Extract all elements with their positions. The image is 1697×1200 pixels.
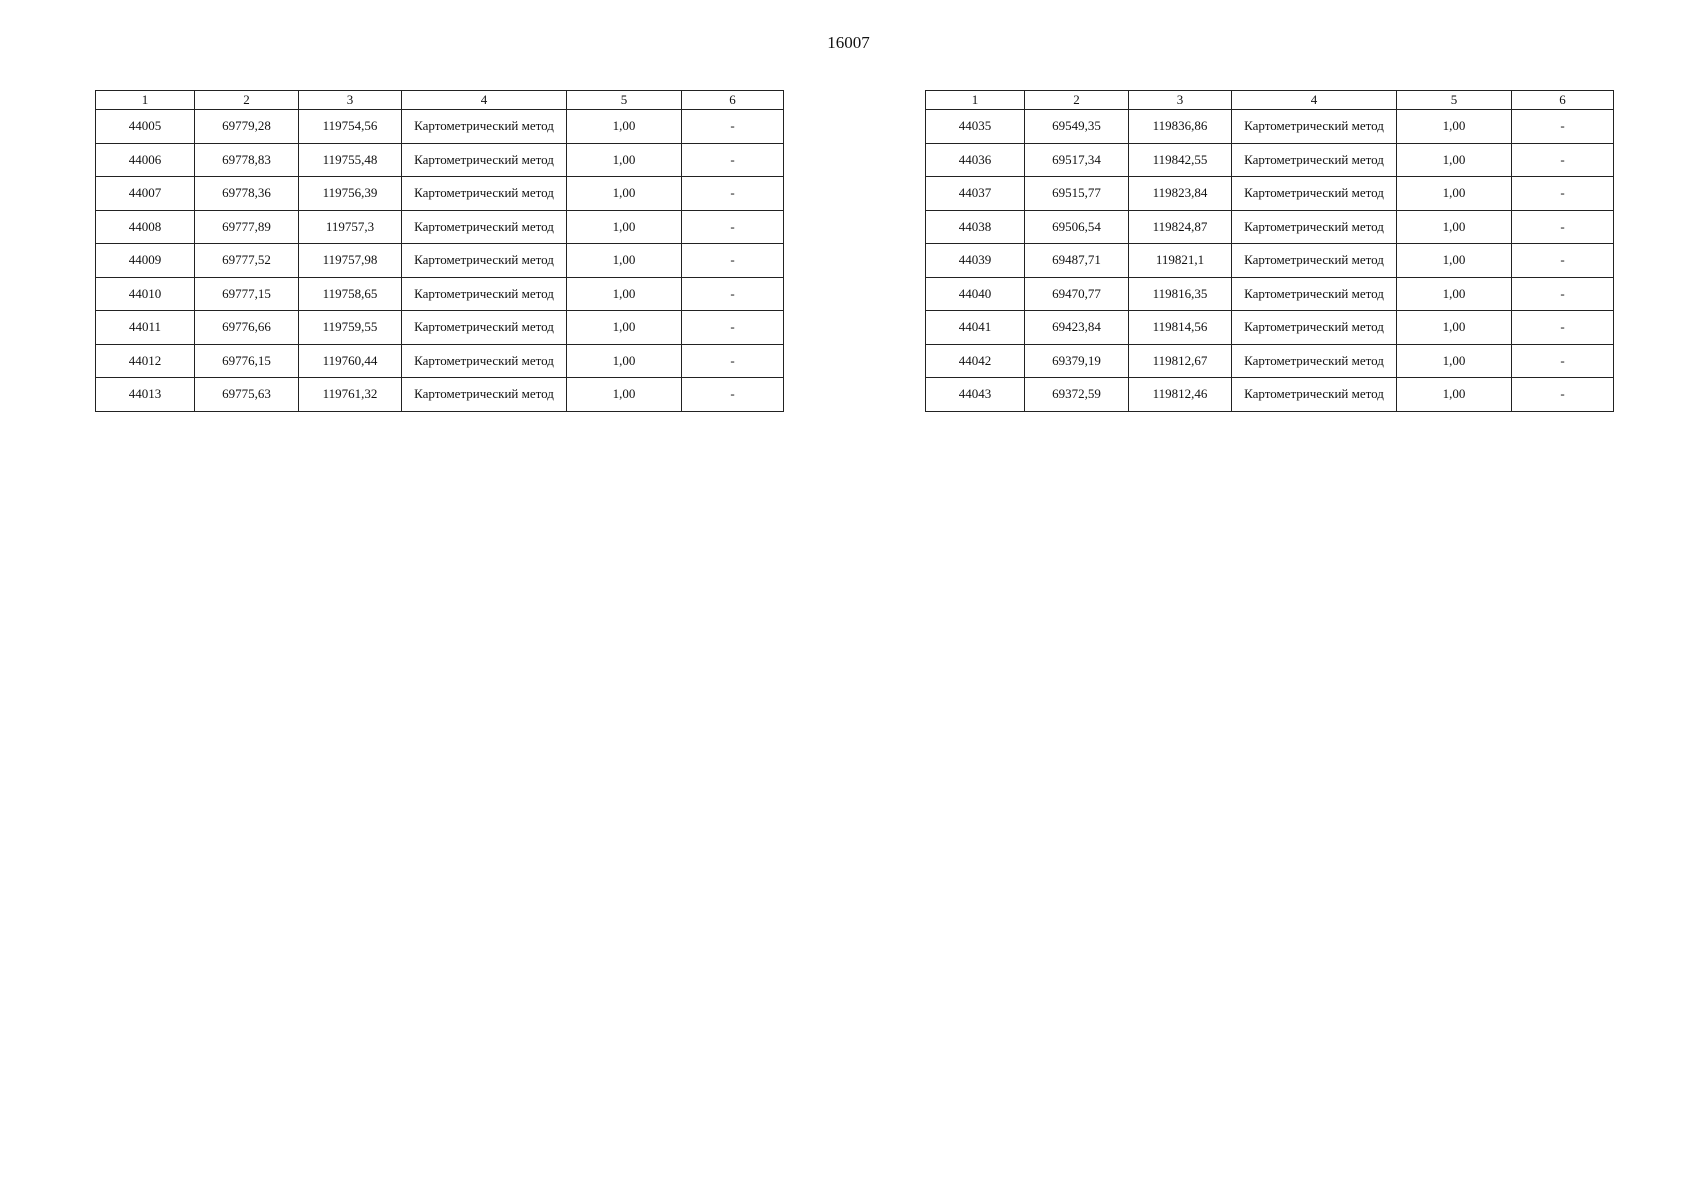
method-cell: Картометрический метод bbox=[402, 210, 567, 244]
coordinates-table-left bbox=[95, 90, 784, 412]
x-coordinate-cell: 69372,59 bbox=[1025, 378, 1129, 412]
method-cell: Картометрический метод bbox=[402, 244, 567, 278]
method-cell: Картометрический метод bbox=[1232, 244, 1397, 278]
table-header-row bbox=[926, 91, 1614, 110]
column-header: 5 bbox=[1397, 91, 1512, 110]
method-cell: Картометрический метод bbox=[1232, 143, 1397, 177]
table-row bbox=[926, 210, 1614, 244]
point-number-cell: 44009 bbox=[96, 244, 195, 278]
description-cell: - bbox=[1512, 344, 1614, 378]
point-number-cell: 44013 bbox=[96, 378, 195, 412]
x-coordinate-cell: 69487,71 bbox=[1025, 244, 1129, 278]
table-body bbox=[926, 110, 1614, 412]
x-coordinate-cell: 69777,89 bbox=[195, 210, 299, 244]
description-cell: - bbox=[1512, 378, 1614, 412]
y-coordinate-cell: 119814,56 bbox=[1129, 311, 1232, 345]
method-cell: Картометрический метод bbox=[402, 344, 567, 378]
description-cell: - bbox=[1512, 210, 1614, 244]
column-header: 2 bbox=[195, 91, 299, 110]
table-row bbox=[96, 344, 784, 378]
point-number-cell: 44038 bbox=[926, 210, 1025, 244]
description-cell: - bbox=[1512, 143, 1614, 177]
table-row bbox=[926, 344, 1614, 378]
description-cell: - bbox=[1512, 177, 1614, 211]
y-coordinate-cell: 119757,3 bbox=[299, 210, 402, 244]
method-cell: Картометрический метод bbox=[1232, 110, 1397, 144]
description-cell: - bbox=[1512, 244, 1614, 278]
y-coordinate-cell: 119812,46 bbox=[1129, 378, 1232, 412]
point-number-cell: 44008 bbox=[96, 210, 195, 244]
table-row bbox=[926, 143, 1614, 177]
method-cell: Картометрический метод bbox=[1232, 378, 1397, 412]
table-header-row bbox=[96, 91, 784, 110]
method-cell: Картометрический метод bbox=[1232, 311, 1397, 345]
accuracy-cell: 1,00 bbox=[567, 177, 682, 211]
accuracy-cell: 1,00 bbox=[567, 110, 682, 144]
accuracy-cell: 1,00 bbox=[1397, 277, 1512, 311]
method-cell: Картометрический метод bbox=[402, 378, 567, 412]
description-cell: - bbox=[682, 244, 784, 278]
method-cell: Картометрический метод bbox=[402, 110, 567, 144]
point-number-cell: 44041 bbox=[926, 311, 1025, 345]
accuracy-cell: 1,00 bbox=[567, 244, 682, 278]
table-row bbox=[926, 378, 1614, 412]
point-number-cell: 44012 bbox=[96, 344, 195, 378]
y-coordinate-cell: 119760,44 bbox=[299, 344, 402, 378]
method-cell: Картометрический метод bbox=[1232, 344, 1397, 378]
description-cell: - bbox=[682, 277, 784, 311]
x-coordinate-cell: 69776,15 bbox=[195, 344, 299, 378]
point-number-cell: 44039 bbox=[926, 244, 1025, 278]
description-cell: - bbox=[682, 143, 784, 177]
accuracy-cell: 1,00 bbox=[567, 378, 682, 412]
description-cell: - bbox=[682, 344, 784, 378]
table-row bbox=[96, 378, 784, 412]
table-row bbox=[96, 177, 784, 211]
column-header: 5 bbox=[567, 91, 682, 110]
y-coordinate-cell: 119812,67 bbox=[1129, 344, 1232, 378]
accuracy-cell: 1,00 bbox=[1397, 210, 1512, 244]
y-coordinate-cell: 119821,1 bbox=[1129, 244, 1232, 278]
accuracy-cell: 1,00 bbox=[567, 143, 682, 177]
method-cell: Картометрический метод bbox=[1232, 277, 1397, 311]
y-coordinate-cell: 119824,87 bbox=[1129, 210, 1232, 244]
column-header: 3 bbox=[1129, 91, 1232, 110]
accuracy-cell: 1,00 bbox=[567, 277, 682, 311]
y-coordinate-cell: 119756,39 bbox=[299, 177, 402, 211]
accuracy-cell: 1,00 bbox=[1397, 344, 1512, 378]
point-number-cell: 44006 bbox=[96, 143, 195, 177]
y-coordinate-cell: 119754,56 bbox=[299, 110, 402, 144]
table-row bbox=[96, 110, 784, 144]
accuracy-cell: 1,00 bbox=[1397, 244, 1512, 278]
y-coordinate-cell: 119842,55 bbox=[1129, 143, 1232, 177]
x-coordinate-cell: 69778,36 bbox=[195, 177, 299, 211]
y-coordinate-cell: 119757,98 bbox=[299, 244, 402, 278]
point-number-cell: 44036 bbox=[926, 143, 1025, 177]
x-coordinate-cell: 69515,77 bbox=[1025, 177, 1129, 211]
table-body bbox=[96, 110, 784, 412]
column-header: 6 bbox=[682, 91, 784, 110]
table-row bbox=[96, 244, 784, 278]
y-coordinate-cell: 119759,55 bbox=[299, 311, 402, 345]
description-cell: - bbox=[682, 210, 784, 244]
method-cell: Картометрический метод bbox=[402, 177, 567, 211]
x-coordinate-cell: 69779,28 bbox=[195, 110, 299, 144]
accuracy-cell: 1,00 bbox=[1397, 177, 1512, 211]
table-row bbox=[96, 311, 784, 345]
y-coordinate-cell: 119755,48 bbox=[299, 143, 402, 177]
point-number-cell: 44011 bbox=[96, 311, 195, 345]
point-number-cell: 44037 bbox=[926, 177, 1025, 211]
x-coordinate-cell: 69423,84 bbox=[1025, 311, 1129, 345]
table-row bbox=[926, 177, 1614, 211]
table-row bbox=[96, 210, 784, 244]
table-row bbox=[926, 110, 1614, 144]
x-coordinate-cell: 69777,15 bbox=[195, 277, 299, 311]
accuracy-cell: 1,00 bbox=[567, 311, 682, 345]
column-header: 6 bbox=[1512, 91, 1614, 110]
accuracy-cell: 1,00 bbox=[1397, 311, 1512, 345]
point-number-cell: 44043 bbox=[926, 378, 1025, 412]
method-cell: Картометрический метод bbox=[402, 311, 567, 345]
y-coordinate-cell: 119823,84 bbox=[1129, 177, 1232, 211]
description-cell: - bbox=[682, 378, 784, 412]
x-coordinate-cell: 69506,54 bbox=[1025, 210, 1129, 244]
description-cell: - bbox=[1512, 110, 1614, 144]
accuracy-cell: 1,00 bbox=[1397, 143, 1512, 177]
x-coordinate-cell: 69549,35 bbox=[1025, 110, 1129, 144]
point-number-cell: 44035 bbox=[926, 110, 1025, 144]
y-coordinate-cell: 119758,65 bbox=[299, 277, 402, 311]
description-cell: - bbox=[682, 177, 784, 211]
table-row bbox=[926, 244, 1614, 278]
accuracy-cell: 1,00 bbox=[567, 344, 682, 378]
x-coordinate-cell: 69470,77 bbox=[1025, 277, 1129, 311]
column-header: 1 bbox=[926, 91, 1025, 110]
column-header: 1 bbox=[96, 91, 195, 110]
page-number: 16007 bbox=[827, 33, 870, 52]
x-coordinate-cell: 69517,34 bbox=[1025, 143, 1129, 177]
description-cell: - bbox=[1512, 277, 1614, 311]
x-coordinate-cell: 69775,63 bbox=[195, 378, 299, 412]
description-cell: - bbox=[682, 311, 784, 345]
x-coordinate-cell: 69776,66 bbox=[195, 311, 299, 345]
method-cell: Картометрический метод bbox=[402, 277, 567, 311]
accuracy-cell: 1,00 bbox=[567, 210, 682, 244]
description-cell: - bbox=[682, 110, 784, 144]
description-cell: - bbox=[1512, 311, 1614, 345]
method-cell: Картометрический метод bbox=[402, 143, 567, 177]
accuracy-cell: 1,00 bbox=[1397, 110, 1512, 144]
method-cell: Картометрический метод bbox=[1232, 177, 1397, 211]
column-header: 4 bbox=[402, 91, 567, 110]
table-row bbox=[96, 143, 784, 177]
point-number-cell: 44010 bbox=[96, 277, 195, 311]
table-row bbox=[926, 311, 1614, 345]
x-coordinate-cell: 69777,52 bbox=[195, 244, 299, 278]
accuracy-cell: 1,00 bbox=[1397, 378, 1512, 412]
x-coordinate-cell: 69778,83 bbox=[195, 143, 299, 177]
x-coordinate-cell: 69379,19 bbox=[1025, 344, 1129, 378]
method-cell: Картометрический метод bbox=[1232, 210, 1397, 244]
y-coordinate-cell: 119816,35 bbox=[1129, 277, 1232, 311]
point-number-cell: 44005 bbox=[96, 110, 195, 144]
table-row bbox=[96, 277, 784, 311]
column-header: 3 bbox=[299, 91, 402, 110]
y-coordinate-cell: 119836,86 bbox=[1129, 110, 1232, 144]
table-row bbox=[926, 277, 1614, 311]
column-header: 4 bbox=[1232, 91, 1397, 110]
point-number-cell: 44042 bbox=[926, 344, 1025, 378]
coordinates-table-right bbox=[925, 90, 1614, 412]
point-number-cell: 44040 bbox=[926, 277, 1025, 311]
y-coordinate-cell: 119761,32 bbox=[299, 378, 402, 412]
point-number-cell: 44007 bbox=[96, 177, 195, 211]
column-header: 2 bbox=[1025, 91, 1129, 110]
